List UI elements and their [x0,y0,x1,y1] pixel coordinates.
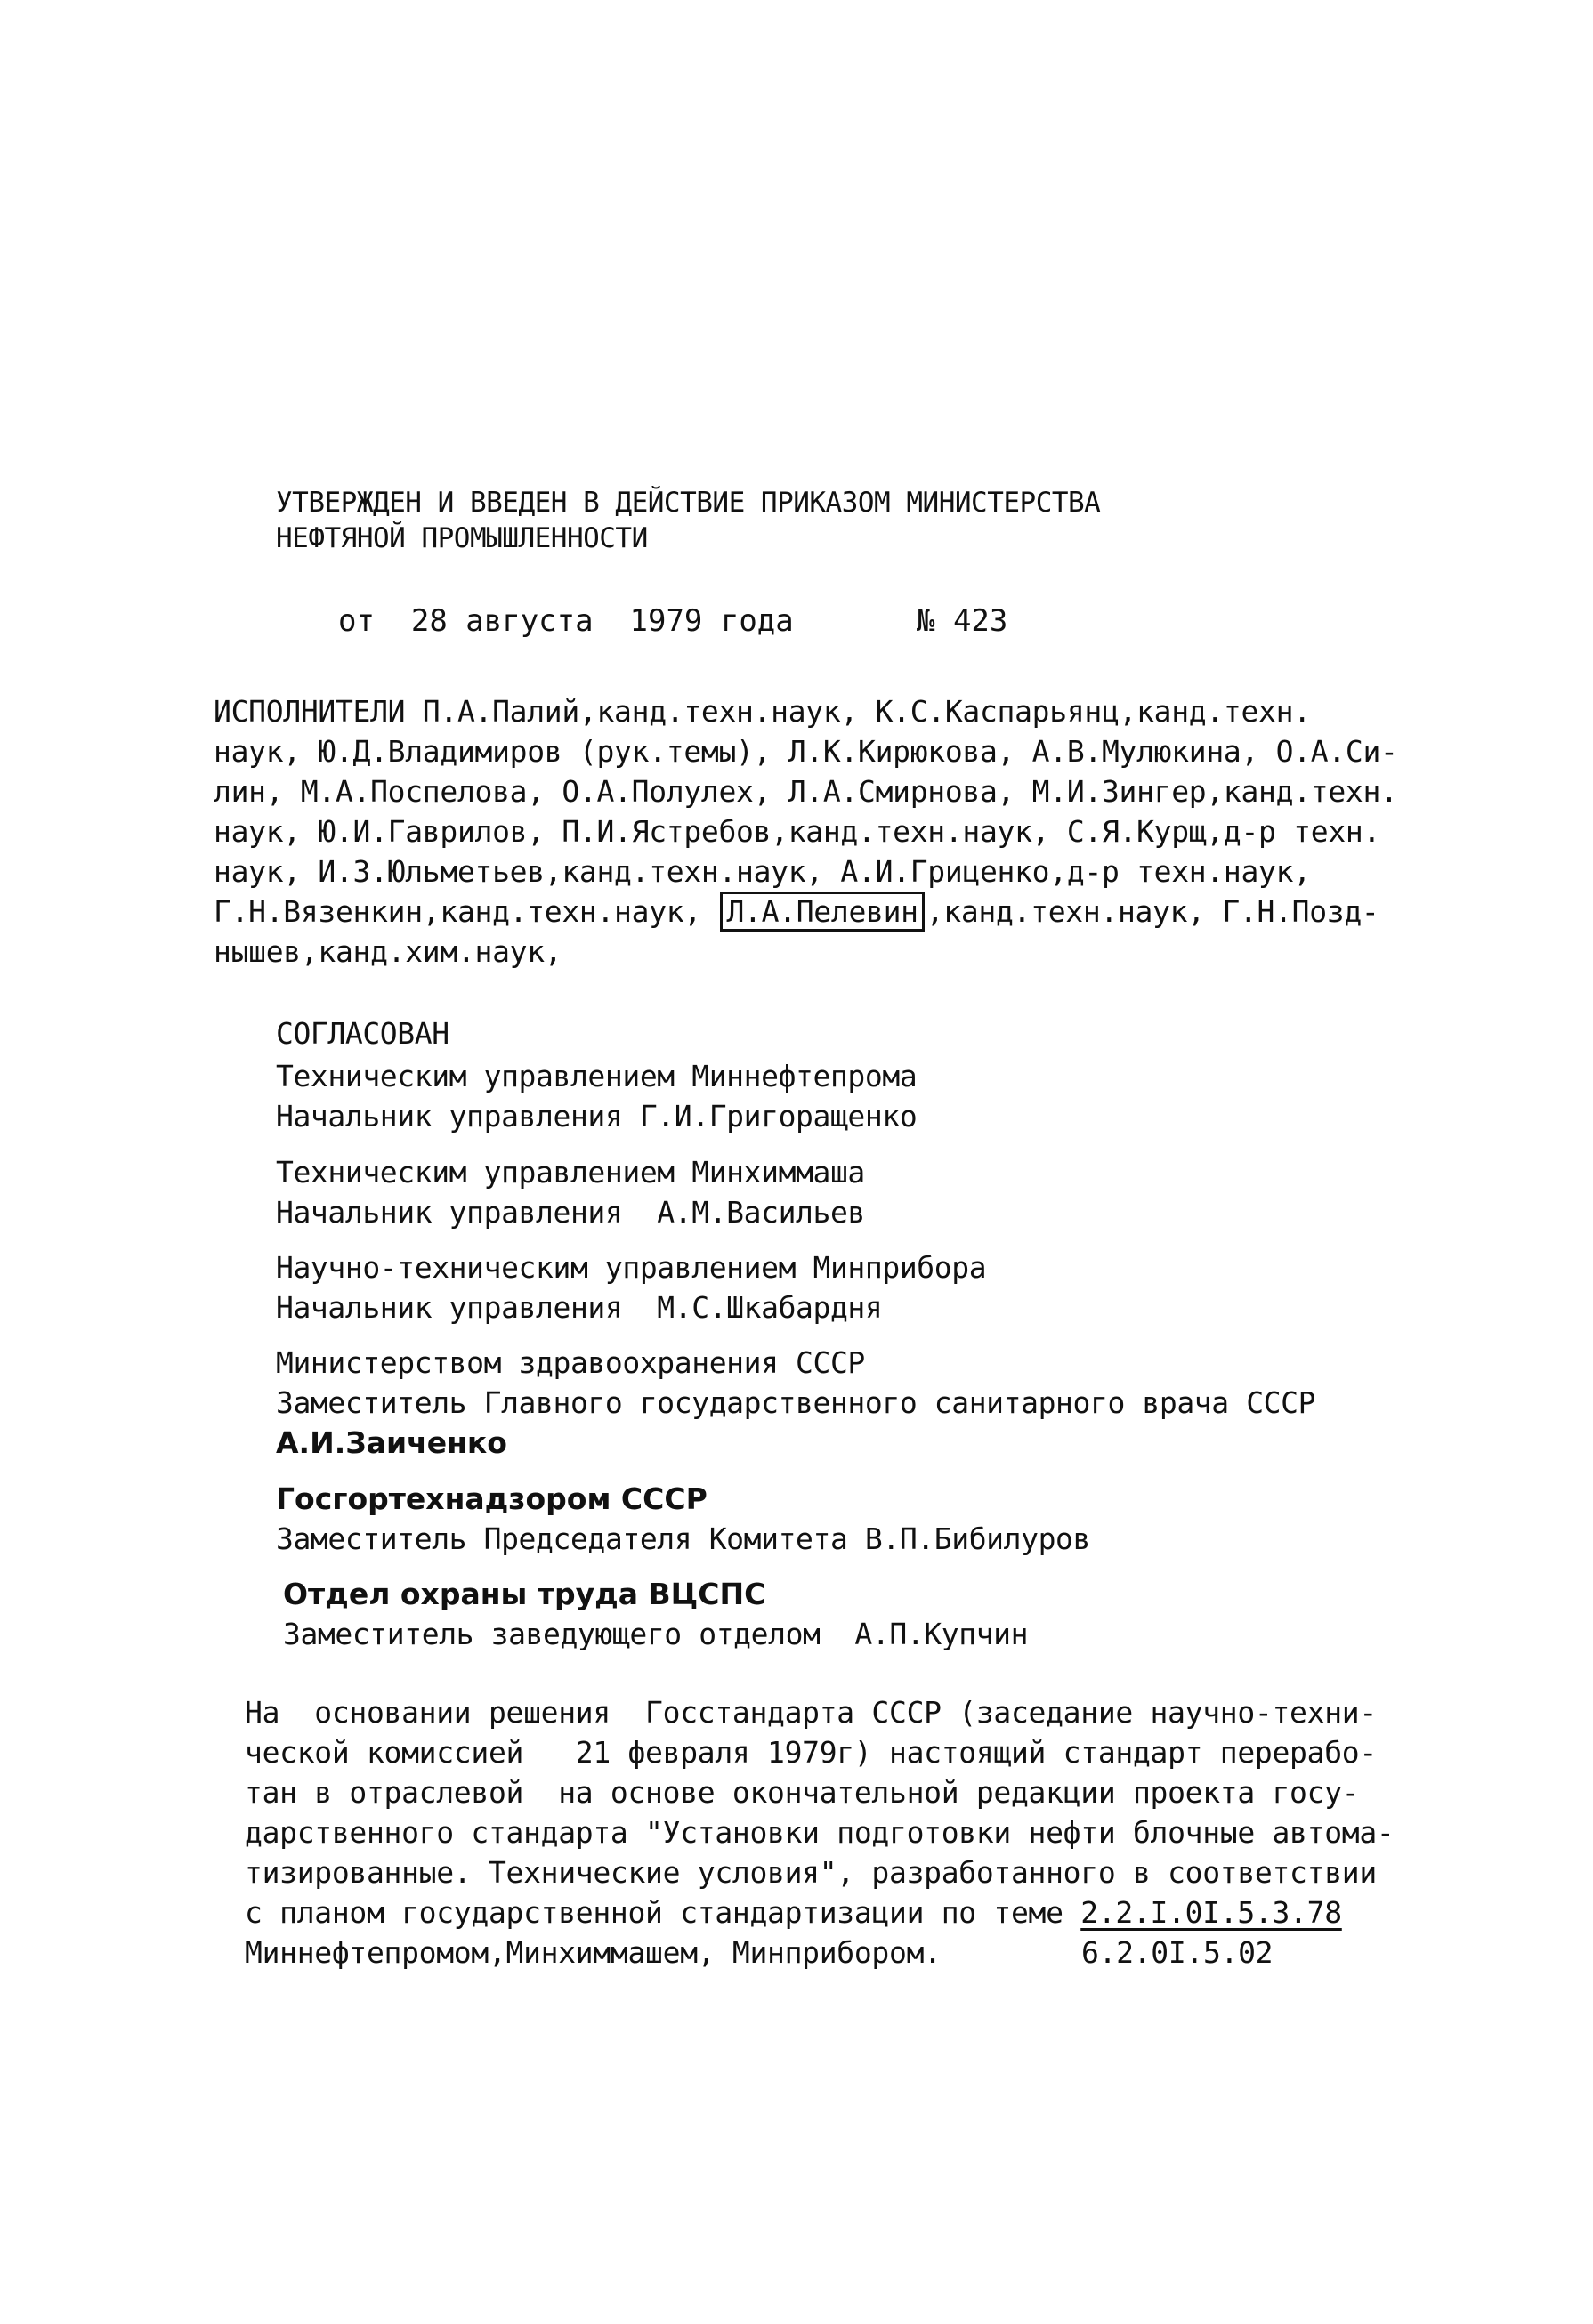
agreed-heading: СОГЛАСОВАН [276,1016,449,1051]
order-date: от 28 августа 1979 года [338,603,794,639]
boxed-name: Л.А.Пелевин [720,892,924,932]
executors-line-6 [214,894,1379,930]
executors-line-4: наук, Ю.И.Гаврилов, П.И.Ястребов,канд.техн.наук, С.Я.Курщ,д-р техн. [214,814,1381,849]
agreed-block-2-line-2: Начальник управления А.М.Васильев [276,1195,865,1230]
agreed-block-5-line-2: Заместитель Председателя Комитета В.П.Бибилуров [276,1521,1090,1556]
basis-line-4: дарственного стандарта "Установки подготовки нефти блочные автома- [245,1815,1395,1850]
topic-code-1: 2.2.I.0I.5.3.78 [1080,1895,1342,1930]
agreed-block-4-line-2: Заместитель Главного государственного санитарного врача СССР [276,1385,1316,1420]
agreed-block-3-line-2: Начальник управления М.С.Шкабардня [276,1290,883,1325]
executors-line-6-start: Г.Н.Вязенкин,канд.техн.наук, [214,894,719,929]
approval-line-2: НЕФТЯНОЙ ПРОМЫШЛЕННОСТИ [276,522,648,554]
agreed-block-6-line-2: Заместитель заведующего отделом А.П.Купчин [283,1617,1029,1651]
executors-line-7: нышев,канд.хим.наук, [214,934,562,969]
agreed-block-5-line-1: Госгортехнадзором СССР [276,1481,708,1516]
executors-line-2: наук, Ю.Д.Владимиров (рук.темы), Л.К.Кирюкова, А.В.Мулюкина, О.А.Си- [214,734,1398,769]
basis-line-6-text: с планом государственной стандартизации по теме [245,1895,1081,1930]
agreed-block-1-line-2: Начальник управления Г.И.Григоращенко [276,1099,918,1134]
basis-line-5: тизированные. Технические условия", разработанного в соответствии [245,1855,1377,1890]
executors-line-1: ИСПОЛНИТЕЛИ П.А.Палий,канд.техн.наук, К.С.Каспарьянц,канд.техн. [214,694,1311,729]
topic-code-2: 6.2.0I.5.02 [1081,1935,1274,1970]
agreed-block-2-line-1: Техническим управлением Минхиммаша [276,1155,865,1190]
basis-line-6 [245,1895,1342,1931]
executors-line-5: наук, И.З.Юльметьев,канд.техн.наук, А.И.Гриценко,д-р техн.наук, [214,854,1311,889]
agreed-block-3-line-1: Научно-техническим управлением Минприбора [276,1250,987,1285]
basis-line-2: ческой комиссией 21 февраля 1979г) настоящий стандарт перерабо- [245,1735,1377,1770]
executors-line-3: лин, М.А.Поспелова, О.А.Полулех, Л.А.Смирнова, М.И.Зингер,канд.техн. [214,774,1398,809]
basis-line-1: На основании решения Госстандарта СССР (заседание научно-техни- [245,1695,1377,1730]
agreed-block-4-line-3: А.И.Заиченко [276,1425,507,1460]
basis-line-7 [245,1935,1274,1971]
approval-line-1: УТВЕРЖДЕН И ВВЕДЕН В ДЕЙСТВИЕ ПРИКАЗОМ МИНИСТЕРСТВА [276,487,1101,519]
agreed-block-4-line-1: Министерством здравоохранения СССР [276,1345,865,1380]
agreed-block-6-line-1: Отдел охраны труда ВЦСПС [283,1577,766,1611]
order-number: № 423 [917,603,1008,639]
basis-line-7-text: Миннефтепромом,Минхиммашем, Минприбором. [245,1935,942,1970]
executors-line-6-end: ,канд.техн.наук, Г.Н.Позд- [926,894,1379,929]
basis-line-3: тан в отраслевой на основе окончательной редакции проекта госу- [245,1775,1360,1810]
agreed-block-1-line-1: Техническим управлением Миннефтепрома [276,1059,918,1093]
